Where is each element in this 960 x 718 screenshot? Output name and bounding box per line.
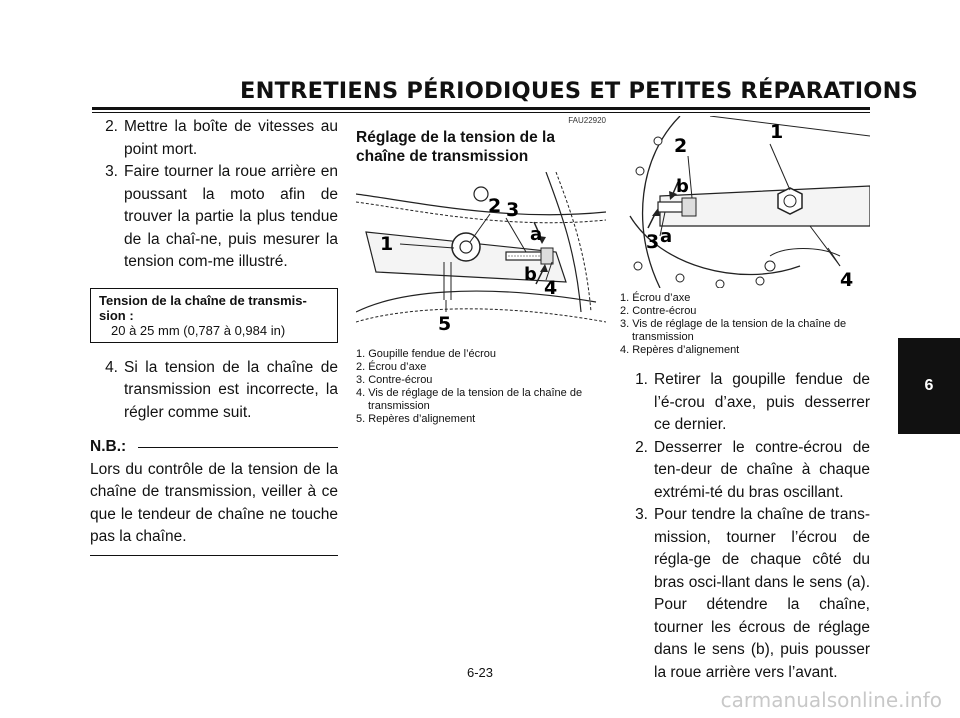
chain-adjuster-figure-2 [620,116,870,288]
step-number: 2. [105,118,118,135]
step-text: Si la tension de la chaîne de transmission est incorrecte, la régler comme suit. [124,358,338,421]
caption-item: 2. Écrou d’axe [356,361,427,373]
figure-label-3: 3 [646,231,660,253]
figure-caption-2 [620,292,870,357]
step-1 [620,369,870,437]
figure-label-5: 5 [438,313,452,335]
figure-label-1: 1 [380,233,394,255]
left-column [90,116,338,556]
right-column [620,116,870,684]
figure-label-b: b [524,264,537,285]
step-2 [90,116,338,161]
section-title: Réglage de la tension de la chaîne de transmission [356,129,555,165]
step-4 [90,357,338,425]
nb-label: N.B.: [90,438,127,455]
figure-label-2: 2 [674,135,688,157]
step-number: 3. [105,163,118,180]
figure-illustration-1 [356,172,606,342]
figure-label-4: 4 [840,269,854,288]
caption-item: 1. Goupille fendue de l’écrou [356,348,497,360]
figure-label-a: a [660,226,673,247]
nb-heading [90,436,338,459]
step-3 [90,161,338,274]
step-number: 2. [635,438,648,456]
watermark: carmanualsonline.info [720,688,942,712]
header-rule-thin [92,112,870,113]
figure-label-a: a [530,224,543,245]
header-rule [92,107,870,110]
step-3 [620,504,870,684]
section-code: FAU22920 [568,116,606,125]
chapter-tab: 6 [898,338,960,434]
caption-item: 2. Contre-écrou [620,305,697,317]
step-number: 1. [635,371,648,388]
chain-adjuster-figure-1 [356,172,606,342]
step-number: 4. [105,358,118,376]
caption-item: 4. Vis de réglage de la tension de la chaîne de transmission [356,387,583,412]
figure-label-4: 4 [544,277,558,299]
middle-column [356,116,606,426]
caption-item: 5. Repères d’alignement [356,413,476,425]
step-text: Mettre la boîte de vitesses au point mort. [124,118,338,158]
caption-item: 1. Écrou d’axe [620,292,691,304]
caption-item: 4. Repères d’alignement [620,344,740,356]
step-text: Pour tendre la chaîne de trans-mission, tourner l’écrou de régla-ge de chaque côté du bras osci-llant dans le sens (a). Pour détendre la chaîne, tourner les écrous de réglage dans le sens (b), puis pousser la roue arrière vers l’avant. [654,506,870,681]
step-text: Retirer la goupille fendue de l’é-crou d’axe, puis desserrer ce dernier. [654,371,870,433]
step-2 [620,437,870,505]
nb-end-rule [90,555,338,556]
step-text: Faire tourner la roue arrière en poussant la moto afin de trouver la partie la plus tendue de la chaî-ne, puis mesurer la tension com-me illustré. [124,163,338,270]
step-text: Desserrer le contre-écrou de ten-deur de chaîne à chaque extrémi-té du bras oscillant. [654,438,870,501]
caption-item: 3. Vis de réglage de la tension de la chaîne de transmission [620,318,847,343]
figure-label-2: 2 [488,195,502,217]
page-number: 6-23 [466,665,494,680]
nb-text: Lors du contrôle de la tension de la chaîne de transmission, veiller à ce que le tendeur de chaîne ne touche pas la chaîne. [90,460,338,545]
spec-title: Tension de la chaîne de transmis-sion : [99,292,307,323]
figure-illustration-2 [620,116,870,288]
right-steps [620,369,870,684]
caption-item: 3. Contre-écrou [356,374,433,386]
figure-label-1: 1 [770,121,784,143]
spec-box [90,288,338,343]
figure-caption-1 [356,348,606,426]
nb-rule [138,447,338,448]
step-number: 3. [635,506,648,523]
spec-value: 20 à 25 mm (0,787 à 0,984 in) [111,322,286,338]
page-header: ENTRETIENS PÉRIODIQUES ET PETITES RÉPARATIONS [240,78,919,104]
figure-label-b: b [676,176,689,197]
figure-label-3: 3 [506,199,520,221]
